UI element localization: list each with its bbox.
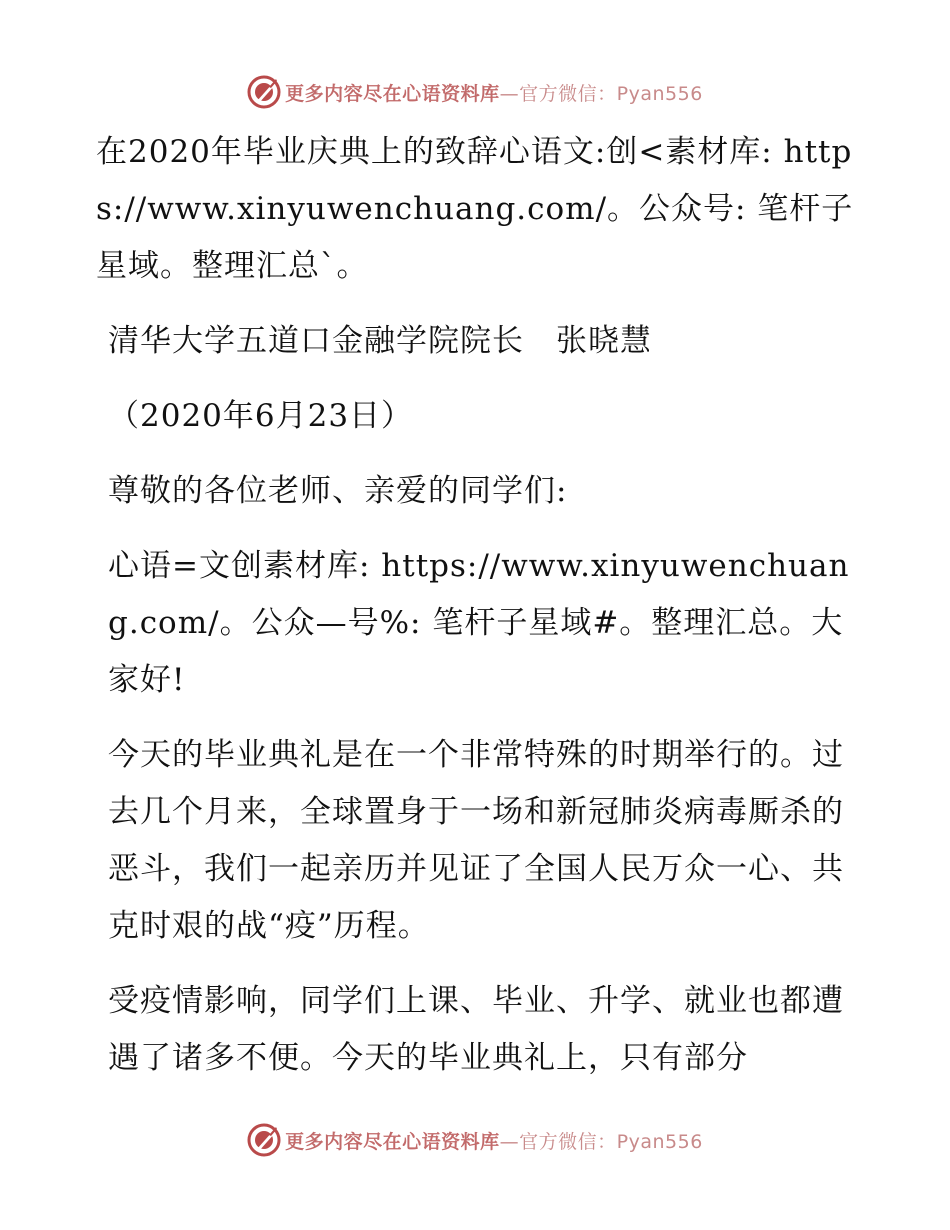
paragraph-date: （2020年6月23日） — [108, 398, 414, 434]
pen-logo-icon — [247, 75, 281, 109]
footer-banner-tail: —官方微信：Pyan556 — [499, 1130, 703, 1153]
paragraph-intro: 在2020年毕业庆典上的致辞心语文:创<素材库: https://www.xinyuwenchuang.com/。公众号: 笔杆子星域。整理汇总`。 — [96, 134, 854, 284]
header-banner-text — [285, 79, 703, 106]
header-banner-tail: —官方微信：Pyan556 — [499, 82, 703, 105]
paragraph-body-1: 今天的毕业典礼是在一个非常特殊的时期举行的。过去几个月来，全球置身于一场和新冠肺炎病毒厮杀的恶斗，我们一起亲历并见证了全国人民万众一心、共克时艰的战“疫”历程。 — [108, 737, 844, 944]
header-banner-lead: 更多内容尽在心语资料库 — [285, 82, 500, 105]
paragraph-salutation: 尊敬的各位老师、亲爱的同学们: — [108, 473, 568, 509]
document-body — [96, 124, 856, 1105]
paragraph-body-2: 受疫情影响，同学们上课、毕业、升学、就业也都遭遇了诸多不便。今天的毕业典礼上，只有部分 — [108, 983, 844, 1076]
footer-banner-lead: 更多内容尽在心语资料库 — [285, 1130, 500, 1153]
footer-banner-text — [285, 1127, 703, 1154]
pen-logo-icon — [247, 1123, 281, 1157]
paragraph-author: 清华大学五道口金融学院院长 张晓慧 — [108, 323, 652, 359]
paragraph-greeting: 心语=文创素材库: https://www.xinyuwenchuang.com/。公众—号%: 笔杆子星域#。整理汇总。大家好! — [108, 548, 850, 698]
footer-banner — [0, 1120, 950, 1160]
header-banner — [0, 72, 950, 112]
